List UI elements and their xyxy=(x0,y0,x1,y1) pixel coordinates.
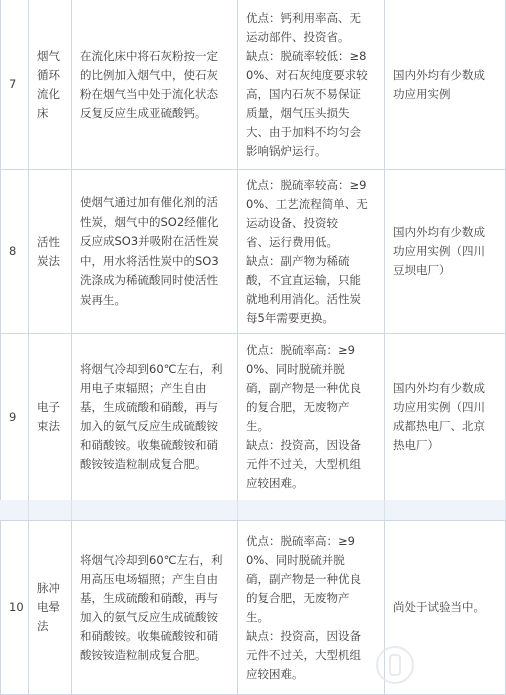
table-row xyxy=(1,334,506,501)
method-name: 电子 束法 xyxy=(29,334,72,501)
process-description: 将烟气冷却到60℃左右，利 用高压电场辐照；产生自由 基，生成硫酸和硝酸，再与 加入的氨气反应生成硫酸铵 和硝酸铵。收集硫酸铵和硝 酸铵铵造粒制成复合肥。 xyxy=(72,521,238,695)
watermark-logo-icon xyxy=(376,646,414,684)
process-description: 使烟气通过加有催化剂的活 性炭，烟气中的SO2经催化 反应成SO3并吸附在活性炭 中，用水将活性炭中的SO3 洗涤成为稀硫酸同时使活性 炭再生。 xyxy=(72,170,238,334)
application-status: 国内外均有少数成 功应用实例 xyxy=(385,0,506,170)
row-number: 10 xyxy=(1,521,29,695)
row-number: 9 xyxy=(1,334,29,501)
application-status: 尚处于试验当中。 xyxy=(385,521,506,695)
process-description: 将烟气冷却到60℃左右，利 用电子束辐照；产生自由 基，生成硫酸和硝酸，再与 加入的氨气反应生成硫酸铵 和硝酸铵。收集硫酸铵和硝 酸铵铵造粒制成复合肥。 xyxy=(72,334,238,501)
pros-cons: 优点：脱硫率高：≥9 0%、同时脱硫并脱 硝，副产物是一种优良 的复合肥，无废物产 生。 缺点：投资高，因设备 元件不过关，大型机组 应较困难。 xyxy=(238,334,385,501)
table-row xyxy=(1,170,506,334)
section-separator xyxy=(0,500,506,520)
method-name: 脉冲 电晕 法 xyxy=(29,521,72,695)
table-row xyxy=(1,0,506,170)
process-description: 在流化床中将石灰粉按一定 的比例加入烟气中，使石灰 粉在烟气当中处于流化状态 反复反应生成亚硫酸钙。 xyxy=(72,0,238,170)
desulfurization-table-lower xyxy=(0,520,506,695)
table-row xyxy=(1,521,506,695)
method-name: 活性 炭法 xyxy=(29,170,72,334)
row-number: 8 xyxy=(1,170,29,334)
pros-cons: 优点：脱硫率较高：≥9 0%、工艺流程简单、无 运动设备、投资较 省、运行费用低。 缺点：副产物为稀硫 酸，不宜直运输，只能 就地利用消化。活性炭 每5年需要更换。 xyxy=(238,170,385,334)
application-status: 国内外均有少数成 功应用实例（四川 成都热电厂、北京 热电厂） xyxy=(385,334,506,501)
application-status: 国内外均有少数成 功应用实例（四川 豆坝电厂） xyxy=(385,170,506,334)
row-number: 7 xyxy=(1,0,29,170)
pros-cons: 优点：钙利用率高、无 运动部件、投资省。 缺点：脱硫率较低：≥8 0%、对石灰纯度要求较 高，国内石灰不易保证 质量，烟气压头损失 大、由于加料不均匀会 影响锅炉运行。 xyxy=(238,0,385,170)
method-name: 烟气 循环 流化 床 xyxy=(29,0,72,170)
pros-cons: 优点：脱硫率高：≥9 0%、同时脱硫并脱 硝，副产物是一种优良 的复合肥，无废物产 生。 缺点：投资高，因设备 元件不过关，大型机组 应较困难。 xyxy=(238,521,385,695)
